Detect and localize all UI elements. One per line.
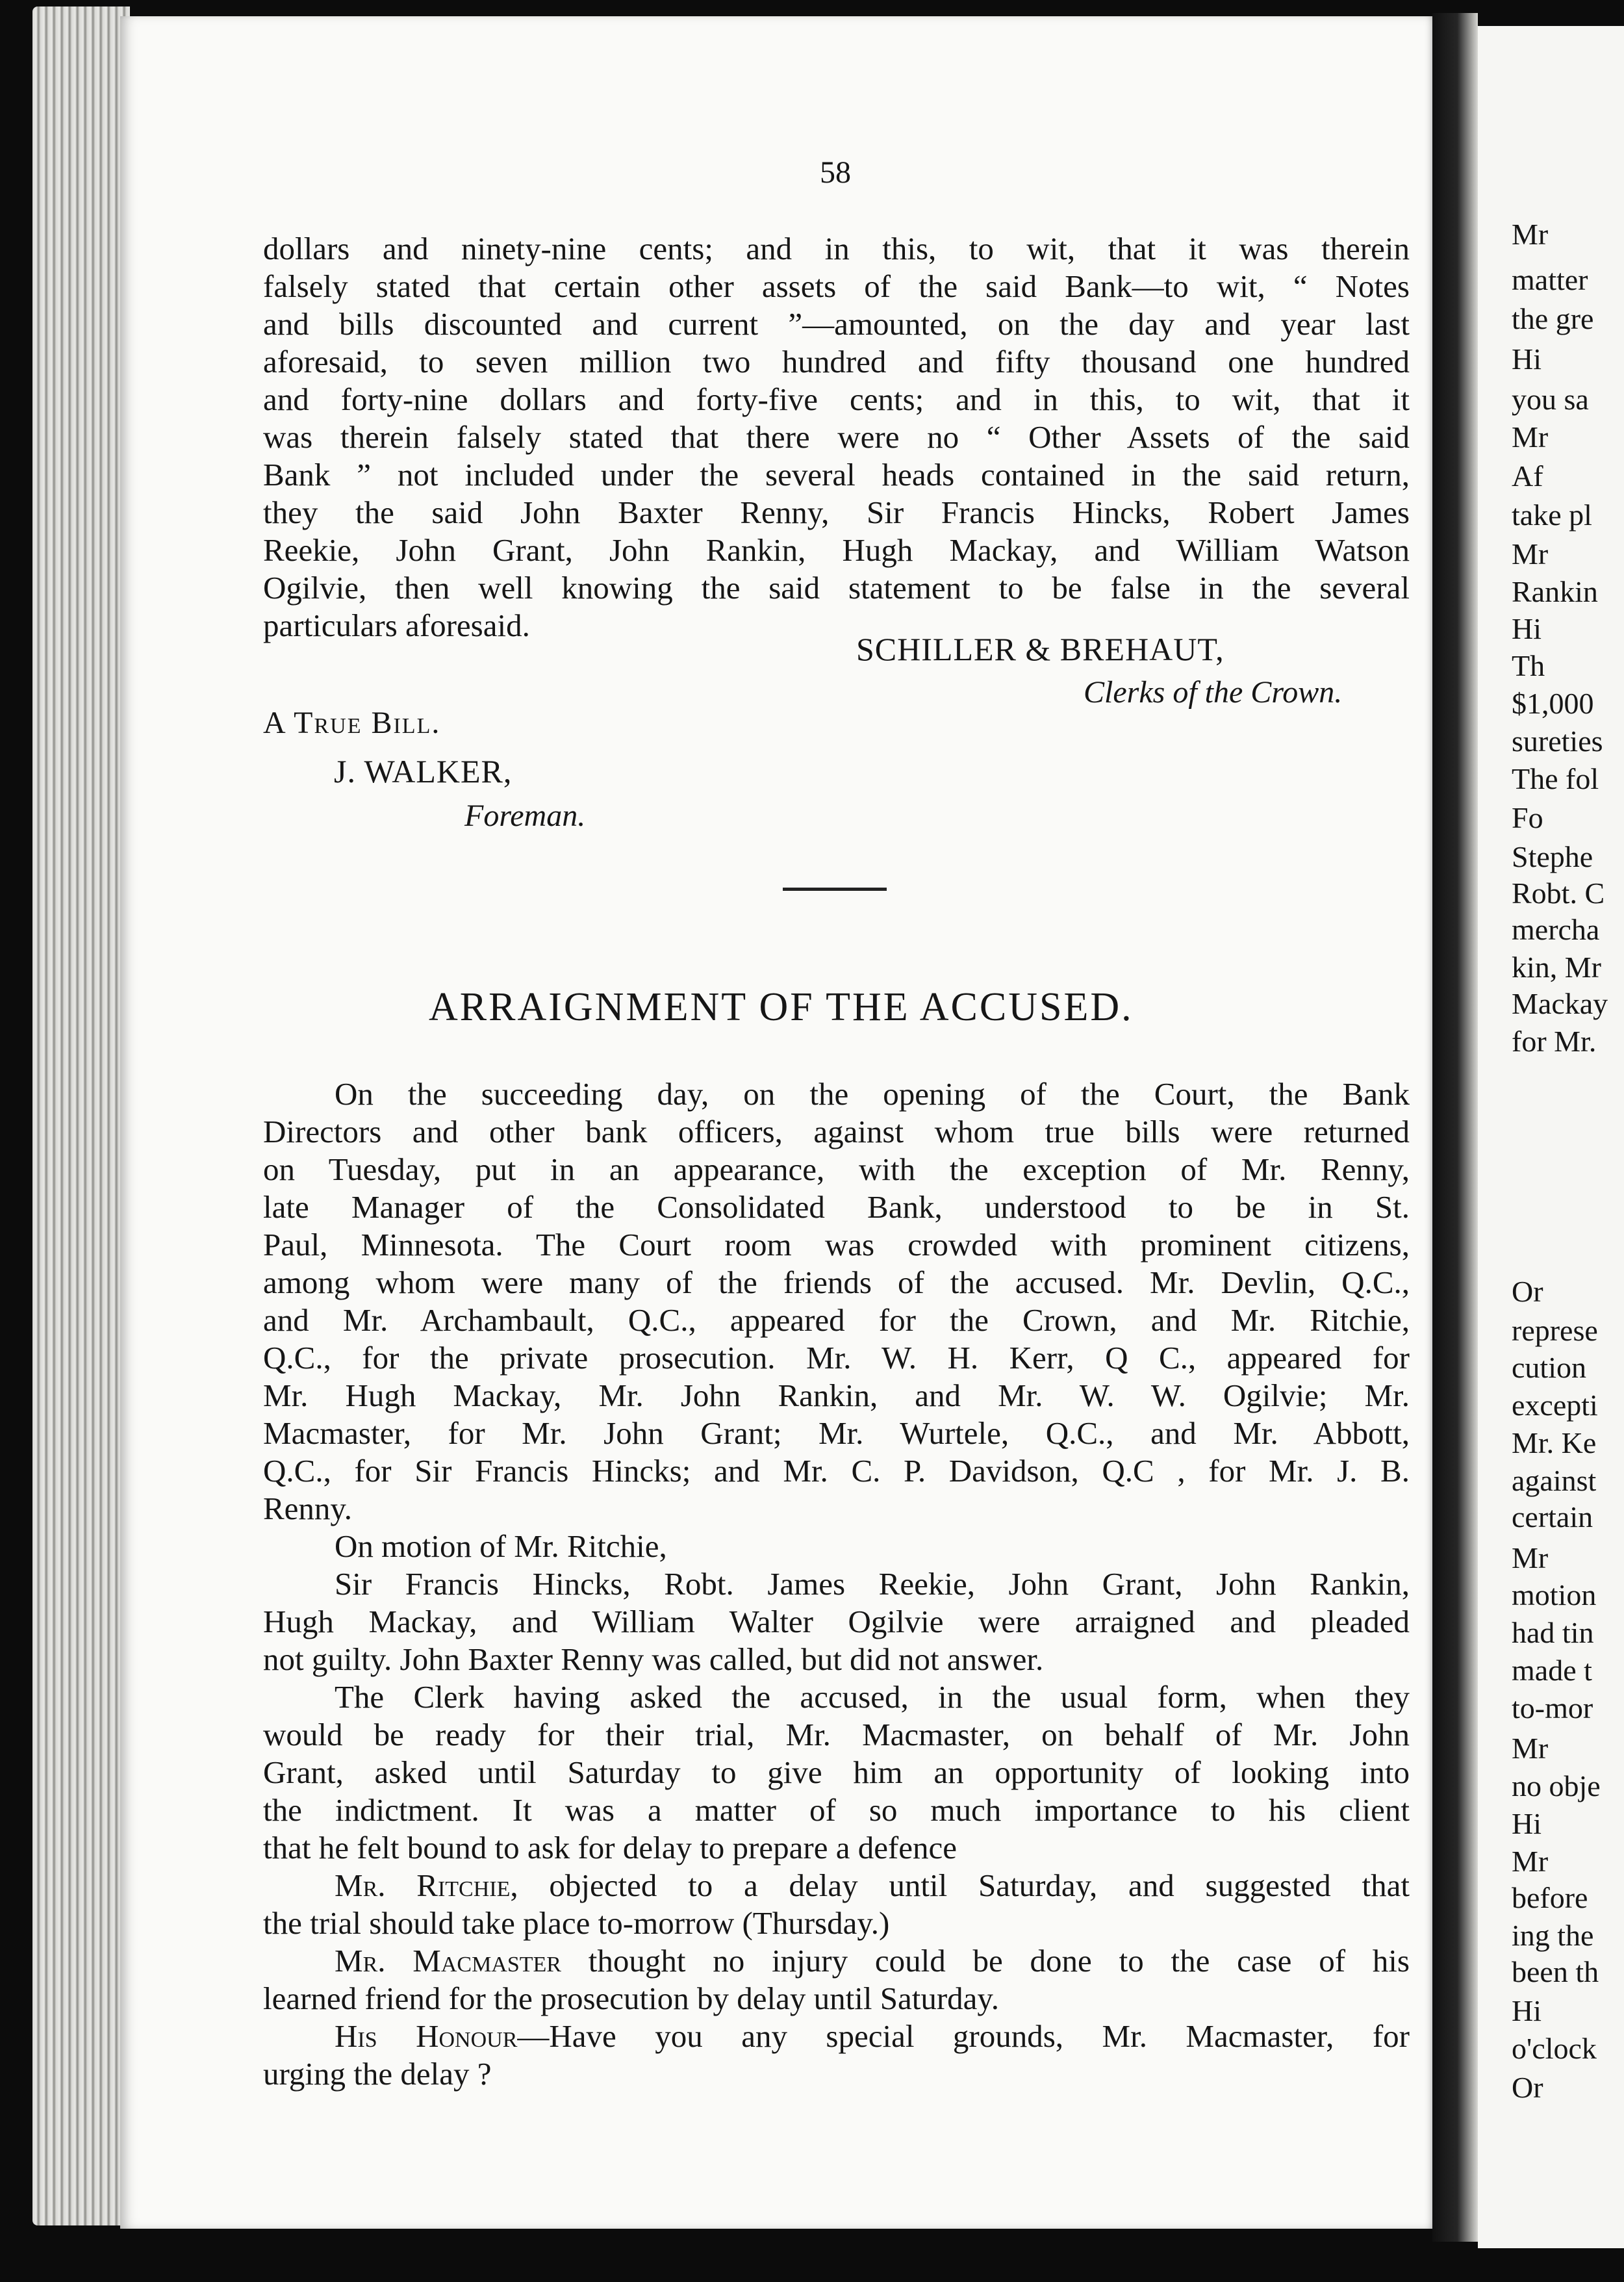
page-number: 58 <box>820 155 851 190</box>
fragment-line: Th <box>1512 649 1545 682</box>
text-line: and bills discounted and current ”—amounted, on the day and year last <box>263 306 1410 342</box>
text-line: Macmaster, for Mr. John Grant; Mr. Wurtele, Q.C., and Mr. Abbott, <box>263 1415 1410 1451</box>
foreman-role: Foreman. <box>464 799 586 833</box>
text-line: Paul, Minnesota. The Court room was crowded with prominent citizens, <box>263 1227 1410 1263</box>
fragment-line: Mr <box>1512 1845 1549 1878</box>
text-line: Renny. <box>263 1491 352 1526</box>
text-line: particulars aforesaid. <box>263 608 530 643</box>
fragment-line: sureties <box>1512 724 1603 758</box>
text-line: Grant, asked until Saturday to give him an opportunity of looking into <box>263 1754 1410 1790</box>
text-line: among whom were many of the friends of the accused. Mr. Devlin, Q.C., <box>263 1264 1410 1300</box>
text-line: dollars and ninety-nine cents; and in this, to wit, that it was therein <box>263 231 1410 266</box>
text-line: falsely stated that certain other assets of the said Bank—to wit, “ Notes <box>263 268 1410 304</box>
speaker-name: Mr. Ritchie, <box>335 1867 518 1903</box>
text-line: late Manager of the Consolidated Bank, understood to be in St. <box>263 1189 1410 1225</box>
text-line: Q.C., for Sir Francis Hincks; and Mr. C. P. Davidson, Q.C , for Mr. J. B. <box>263 1453 1410 1489</box>
fragment-line: Rankin <box>1512 575 1598 608</box>
text-line: was therein falsely stated that there were no “ Other Assets of the said <box>263 419 1410 455</box>
text-line: learned friend for the prosecution by delay until Saturday. <box>263 1981 999 2016</box>
speaker-name: His Honour <box>335 2018 518 2054</box>
fragment-line: for Mr. <box>1512 1025 1597 1058</box>
fragment-line: had tin <box>1512 1616 1594 1649</box>
text-line: on Tuesday, put in an appearance, with the exception of Mr. Renny, <box>263 1151 1410 1187</box>
fragment-line: you sa <box>1512 383 1589 416</box>
fragment-line: kin, Mr <box>1512 951 1601 984</box>
text-line <box>263 1942 1410 1980</box>
fragment-line: Hi <box>1512 612 1542 645</box>
text-line: would be ready for their trial, Mr. Macmaster, on behalf of Mr. John <box>263 1717 1410 1752</box>
text-line: The Clerk having asked the accused, in the usual form, when they <box>335 1679 1410 1715</box>
fragment-line: matter <box>1512 263 1588 296</box>
text-line: Sir Francis Hincks, Robt. James Reekie, John Grant, John Rankin, <box>335 1566 1410 1602</box>
fragment-line: Hi <box>1512 1994 1542 2027</box>
text-line: and Mr. Archambault, Q.C., appeared for the Crown, and Mr. Ritchie, <box>263 1302 1410 1338</box>
fragment-line: been th <box>1512 1955 1599 1988</box>
fragment-line: Hi <box>1512 1807 1542 1840</box>
foreman-name: J. WALKER, <box>334 753 513 789</box>
fragment-line: Af <box>1512 459 1543 493</box>
fragment-line: represe <box>1512 1314 1598 1347</box>
fragment-line: motion <box>1512 1578 1597 1611</box>
fragment-line: Or <box>1512 2071 1543 2104</box>
fragment-line: Mr <box>1512 1541 1549 1574</box>
fragment-line: Hi <box>1512 342 1542 376</box>
fragment-line: to-mor <box>1512 1691 1593 1724</box>
text-line: aforesaid, to seven million two hundred and fifty thousand one hundred <box>263 344 1410 379</box>
fragment-line: certain <box>1512 1500 1593 1533</box>
speech-text: —Have you any special grounds, Mr. Macmaster, for <box>517 2018 1410 2054</box>
fragment-line: Mr <box>1512 420 1549 454</box>
fragment-line: the gre <box>1512 302 1594 335</box>
text-line: not guilty. John Baxter Renny was called, but did not answer. <box>263 1641 1044 1677</box>
fragment-line: before <box>1512 1881 1588 1914</box>
fragment-line: o'clock <box>1512 2032 1597 2065</box>
section-heading: ARRAIGNMENT OF THE ACCUSED. <box>429 985 1134 1029</box>
speaker-name: Mr. Macmaster <box>335 1943 561 1979</box>
true-bill: A True Bill. <box>263 706 441 740</box>
text-line: Hugh Mackay, and William Walter Ogilvie were arraigned and pleaded <box>263 1604 1410 1639</box>
fragment-line: Mr <box>1512 1732 1549 1765</box>
book-gutter <box>1432 13 1478 2242</box>
text-line: the trial should take place to-morrow (Thursday.) <box>263 1905 890 1941</box>
text-line <box>263 2018 1410 2055</box>
fragment-line: Stephe <box>1512 840 1593 873</box>
text-line: and forty-nine dollars and forty-five cents; and in this, to wit, that it <box>263 381 1410 417</box>
text-line: Reekie, John Grant, John Rankin, Hugh Mackay, and William Watson <box>263 532 1410 568</box>
fragment-line: ing the <box>1512 1919 1594 1952</box>
fragment-line: The fol <box>1512 762 1599 795</box>
signature-names: SCHILLER & BREHAUT, <box>856 631 1224 667</box>
fragment-line: against <box>1512 1464 1597 1497</box>
fragment-line: take pl <box>1512 498 1592 532</box>
adjacent-page <box>1478 26 1624 2248</box>
text-line: that he felt bound to ask for delay to prepare a defence <box>263 1830 957 1865</box>
text-line: Directors and other bank officers, against whom true bills were returned <box>263 1114 1410 1149</box>
arraignment-paragraph <box>263 1075 1410 2093</box>
text-line: they the said John Baxter Renny, Sir Francis Hincks, Robert James <box>263 494 1410 530</box>
text-line: Mr. Hugh Mackay, Mr. John Rankin, and Mr. W. W. Ogilvie; Mr. <box>263 1378 1410 1413</box>
fragment-line: mercha <box>1512 913 1600 946</box>
text-line <box>263 1867 1410 1904</box>
fragment-line: Robt. C <box>1512 877 1605 910</box>
text-line: On the succeeding day, on the opening of the Court, the Bank <box>335 1076 1410 1112</box>
text-line: Bank ” not included under the several heads contained in the said return, <box>263 457 1410 493</box>
fragment-line: Fo <box>1512 801 1543 834</box>
fragment-line: Mr <box>1512 537 1549 570</box>
text-line: Ogilvie, then well knowing the said statement to be false in the several <box>263 570 1410 606</box>
speech-text: thought no injury could be done to the case of his <box>561 1943 1410 1979</box>
fragment-line: Mr. Ke <box>1512 1426 1597 1459</box>
signature-role: Clerks of the Crown. <box>1084 675 1343 710</box>
text-line: Q.C., for the private prosecution. Mr. W. H. Kerr, Q C., appeared for <box>263 1340 1410 1376</box>
fragment-line: Mr <box>1512 218 1549 251</box>
fragment-line: Mackay <box>1512 987 1608 1020</box>
fragment-line: excepti <box>1512 1389 1598 1422</box>
fragment-line: Or <box>1512 1275 1543 1308</box>
indictment-paragraph <box>263 230 1410 645</box>
fragment-line: cution <box>1512 1351 1586 1384</box>
page-edges <box>32 6 130 2225</box>
text-line: urging the delay ? <box>263 2056 492 2092</box>
speech-text: objected to a delay until Saturday, and suggested that <box>518 1867 1410 1903</box>
fragment-line: made t <box>1512 1654 1592 1687</box>
text-line: the indictment. It was a matter of so much importance to his client <box>263 1792 1410 1828</box>
text-line: On motion of Mr. Ritchie, <box>335 1528 667 1564</box>
fragment-line: $1,000 <box>1512 687 1594 720</box>
fragment-line: no obje <box>1512 1769 1601 1802</box>
section-divider <box>783 888 887 891</box>
